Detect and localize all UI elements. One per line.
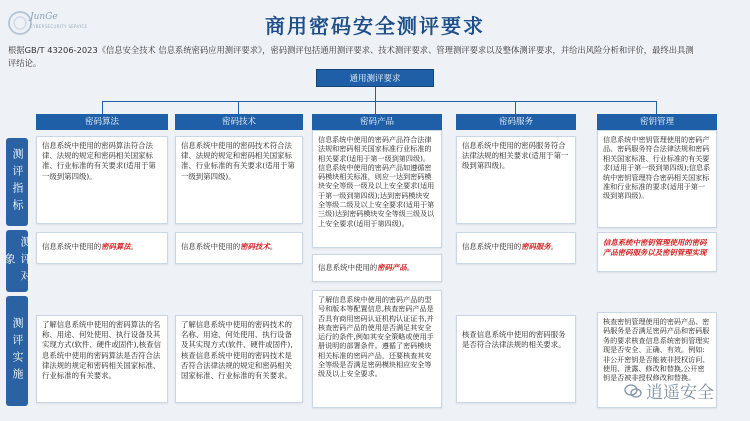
column-head-technology: 密码技术 xyxy=(175,114,303,130)
column-head-product: 密码产品 xyxy=(312,114,442,130)
row-label-implementation: 测评实施 xyxy=(6,296,28,406)
implementation-product: 了解信息系统中使用的密码产品的型号和版本等配置信息,核查密码产品是否具有商用密码认证机构认证证书,并核查密码产品的使用是否满足其安全运行的条件,例如其安全策略或使用手册说明的部署条件。遵循了密码模块相关标准的密码产品，还要核查其安全等级是否满足密码模块相应安全等级及以上安全要求。 xyxy=(312,290,442,408)
object-algorithm xyxy=(36,232,168,264)
object-text-end: 。 xyxy=(406,263,415,272)
object-highlight: 信息系统中密钥管理使用的密码产品密码服务以及密钥管理实现 xyxy=(603,238,707,258)
logo-tagline: CYBERSECURITY SERVICE xyxy=(30,24,88,29)
object-text: 信息系统中使用的 xyxy=(462,242,522,251)
column-head-key-management: 密钥管理 xyxy=(597,114,717,130)
watermark xyxy=(624,378,714,403)
row-label-object: 测评对象 xyxy=(6,230,28,292)
connector-col-3 xyxy=(375,101,376,114)
column-head-algorithm: 密码算法 xyxy=(36,114,168,130)
object-key-management xyxy=(597,232,717,272)
row-label-indicator: 测评指标 xyxy=(6,138,28,226)
logo-name: JunGe xyxy=(30,12,58,22)
object-text-end: 。 xyxy=(269,242,278,251)
indicator-key-management: 信息系统中密钥管理使用的密码产品、密码服务符合法律法规和密码相关国家标准、行业标准的有关要求(适用于第一级到第四级);信息系统中密钥管理符合密码相关国家标准和行业标准的要求(适用于第一级到第四级)。 xyxy=(597,130,717,228)
implementation-technology: 了解信息系统中使用的密码技术的名称、用途、何处使用、执行设备及其实现方式(软件、硬件或固件),核查信息系统中使用的密码技术是否符合法律法规的规定和密码相关国家标准、行业标准的有关要求。 xyxy=(175,315,303,403)
column-head-service: 密码服务 xyxy=(456,114,576,130)
page-title: 商用密码安全测评要求 xyxy=(265,14,485,38)
connector-col-1 xyxy=(102,101,103,114)
indicator-product: 信息系统中使用的密码产品符合法律法规和密码相关国家标准行业标准的相关要求(适用于第一级到第四级)。信息系统中使用的密码产品如遵循密码模块相关标准，则应一达到密码模块安全等级一级及以上安全要求(适用于第一级到第四级);达到密码模块安全等级二级及以上安全要求(适用于第三级)达到密码模块安全等级三级及以上安全要求(适用于第四级)。 xyxy=(312,130,442,248)
connector-col-2 xyxy=(238,101,239,114)
intro-paragraph: 根据GB/T 43206-2023《信息安全技术 信息系统密码应用测评要求》，密码测评包括通用测评要求、技术测评要求、管理测评要求以及整体测评要求，并给出风险分析和评价，最终出具测评结论。 xyxy=(8,45,694,68)
implementation-key-management: 核查密钥管理使用的密码产品、密码服务是否满足密码产品和密码服务的要求核查信息系统密钥管理实现是否安全、正确、有效。例如:非公开密钥是否能被非授权访问、使用、泄露、修改和替换,公开密钥是否被非授权修改和替换。 xyxy=(597,312,717,408)
indicator-algorithm: 信息系统中使用的密码算法符合法律、法规的规定和密码相关国家标准、行业标准的有关要求(适用于第一级到第四级)。 xyxy=(36,136,168,224)
indicator-technology: 信息系统中使用的密码技术符合法律、法规的规定和密码相关国家标准、行业标准的有关要求(适用于第一级到第四级)。 xyxy=(175,136,303,224)
implementation-algorithm: 了解信息系统中使用的密码算法的名称、用途、何处使用、执行设备及其实现方式(软件、硬件或固件),核查信息系统中使用的密码算法是否符合法律法规的规定和密码相关国家标准、行业标准的有关要求。 xyxy=(36,315,168,403)
object-highlight: 密码技术 xyxy=(240,242,270,251)
object-text-end: 。 xyxy=(550,242,559,251)
object-technology xyxy=(175,232,303,264)
connector-col-4 xyxy=(515,101,516,114)
object-text: 信息系统中使用的 xyxy=(181,242,241,251)
object-text: 信息系统中使用的 xyxy=(318,263,378,272)
object-highlight: 密码产品 xyxy=(377,263,407,272)
top-node: 通用测评要求 xyxy=(316,69,434,87)
connector-horizontal xyxy=(102,101,656,102)
object-service xyxy=(456,232,576,264)
object-product xyxy=(312,254,442,282)
object-highlight: 密码服务 xyxy=(521,242,551,251)
wechat-icon xyxy=(624,384,642,398)
object-text-end: 。 xyxy=(130,242,139,251)
connector-top xyxy=(375,87,376,101)
object-highlight: 密码算法 xyxy=(101,242,131,251)
implementation-service: 核查信息系统中使用的密码服务是否符合法律法规的相关要求。 xyxy=(456,315,576,403)
object-text: 信息系统中使用的 xyxy=(42,242,102,251)
indicator-service: 信息系统中使用的密码服务符合法律法规的相关要求(适用于第一级到第四级)。 xyxy=(456,136,576,224)
connector-col-5 xyxy=(656,101,657,114)
watermark-text: 逍遥安全 xyxy=(646,383,714,403)
